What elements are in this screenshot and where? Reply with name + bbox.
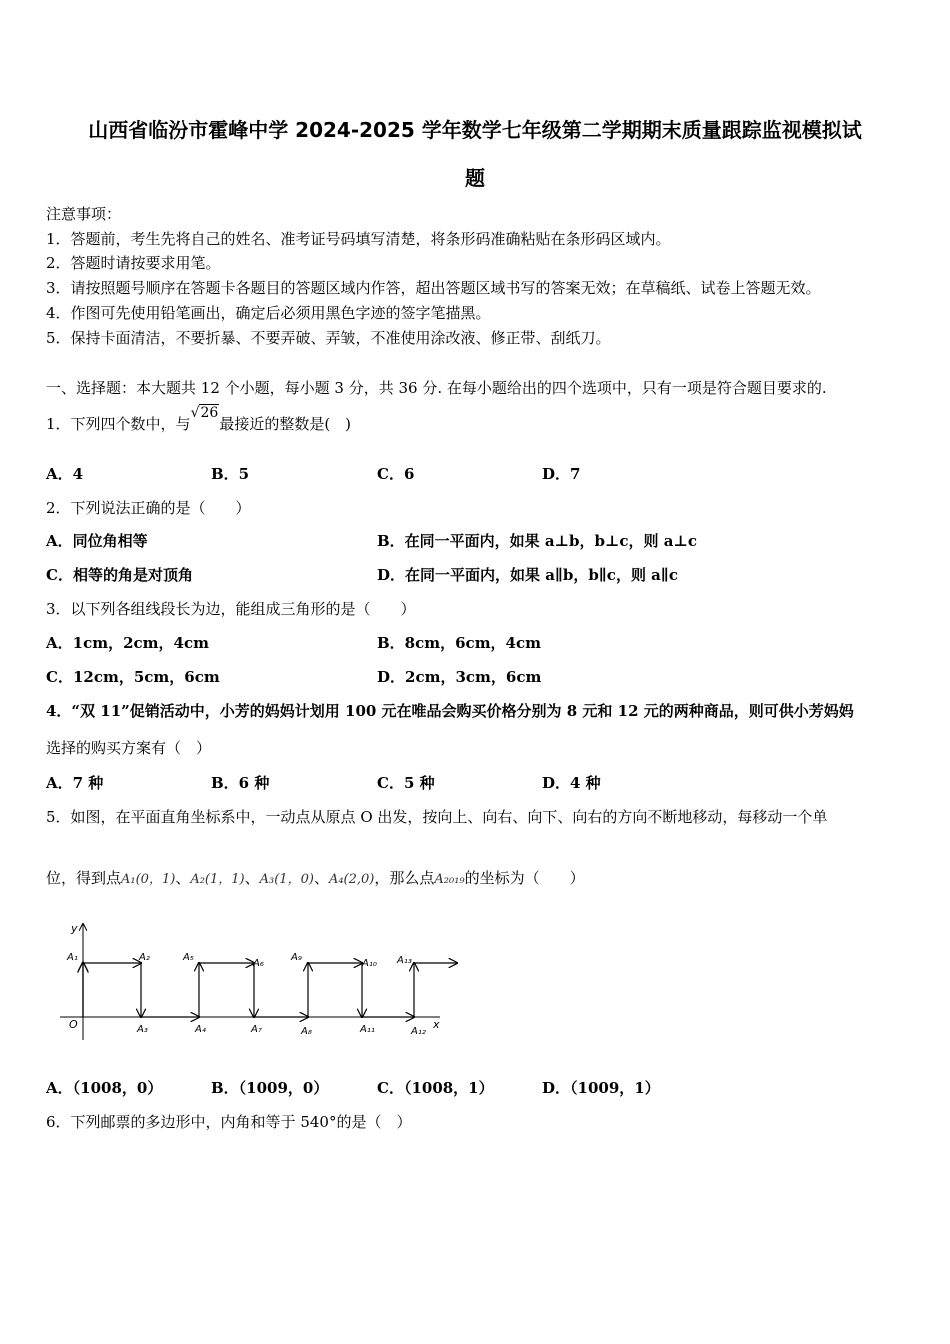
- note-item: 1．答题前，考生先将自己的姓名、准考证号码填写清楚，将条形码准确粘贴在条形码区域内。: [46, 230, 671, 248]
- origin-label: O: [69, 1018, 78, 1031]
- point-label: A₈: [301, 1026, 312, 1037]
- option-c[interactable]: C．6: [377, 465, 415, 483]
- section-heading: 一、选择题：本大题共 12 个小题，每小题 3 分，共 36 分. 在每小题给出的四个选项中，只有一项是符合题目要求的.: [46, 379, 827, 397]
- option-c[interactable]: C．（1008，1）: [377, 1079, 494, 1097]
- option-b[interactable]: B．5: [211, 465, 250, 483]
- coordinate-figure: [55, 918, 475, 1048]
- option-b[interactable]: B．在同一平面内，如果 a⊥b，b⊥c，则 a⊥c: [377, 532, 698, 550]
- point-label: A₂: [139, 952, 150, 963]
- option-a[interactable]: A．（1008，0）: [46, 1079, 163, 1097]
- option-b[interactable]: B．8cm，6cm，4cm: [377, 634, 542, 652]
- notes-header: 注意事项：: [46, 205, 122, 223]
- option-a[interactable]: A．同位角相等: [46, 532, 148, 550]
- option-c[interactable]: C．相等的角是对顶角: [46, 566, 193, 584]
- point-a2019: A₂₀₁₉: [434, 872, 465, 887]
- question-4-line-2: 选择的购买方案有（ ）: [46, 739, 212, 757]
- question-number: 1．: [46, 415, 71, 433]
- option-b[interactable]: B．6 种: [211, 774, 270, 792]
- note-item: 5．保持卡面清洁，不要折暴、不要弄破、弄皱，不准使用涂改液、修正带、刮纸刀。: [46, 329, 611, 347]
- option-a[interactable]: A．4: [46, 465, 84, 483]
- option-d[interactable]: D．2cm，3cm，6cm: [377, 668, 542, 686]
- question-2: 2．下列说法正确的是（ ）: [46, 499, 251, 517]
- question-4-line-1: 4．“双 11”促销活动中，小芳的妈妈计划用 100 元在唯品会购买价格分别为 8 元和 12 元的两种商品，则可供小芳妈妈: [46, 702, 854, 720]
- point-label: A₁₂: [411, 1026, 426, 1037]
- title-line-1: 山西省临汾市霍峰中学 2024-2025 学年数学七年级第二学期期末质量跟踪监视模拟试: [88, 118, 862, 142]
- option-a[interactable]: A．1cm，2cm，4cm: [46, 634, 209, 652]
- point-label: A₁₁: [360, 1024, 375, 1035]
- point-label: A₄: [195, 1024, 206, 1035]
- x-axis-label: x: [433, 1018, 440, 1031]
- y-axis-label: y: [71, 922, 78, 935]
- point-label: A₆: [253, 958, 264, 969]
- point-label: A₁: [67, 952, 78, 963]
- question-5-line-1: 5．如图，在平面直角坐标系中，一动点从原点 O 出发，按向上、向右、向下、向右的方向不断地移动，每移动一个单: [46, 808, 828, 826]
- option-c[interactable]: C．5 种: [377, 774, 435, 792]
- note-item: 3．请按照题号顺序在答题卡各题目的答题区域内作答，超出答题区域书写的答案无效；在草稿纸、试卷上答题无效。: [46, 279, 821, 297]
- point-label: A₅: [183, 952, 194, 963]
- point-a4: A₄(2,0): [328, 872, 375, 887]
- question-6: 6．下列邮票的多边形中，内角和等于 540°的是（ ）: [46, 1113, 412, 1131]
- point-label: A₁₃: [397, 955, 412, 966]
- question-text: 下列四个数中，与: [70, 415, 191, 433]
- option-c[interactable]: C．12cm，5cm，6cm: [46, 668, 220, 686]
- point-label: A₃: [137, 1024, 148, 1035]
- option-b[interactable]: B．（1009，0）: [211, 1079, 329, 1097]
- option-d[interactable]: D．在同一平面内，如果 a∥b，b∥c，则 a∥c: [377, 566, 678, 584]
- question-3: 3．以下列各组线段长为边，能组成三角形的是（ ）: [46, 600, 416, 618]
- point-a2: A₂(1，1): [190, 872, 245, 887]
- point-label: A₁₀: [362, 958, 377, 969]
- option-d[interactable]: D．（1009，1）: [542, 1079, 660, 1097]
- sqrt-expression: √26: [190, 405, 219, 421]
- point-label: A₇: [251, 1024, 262, 1035]
- point-label: A₉: [291, 952, 302, 963]
- note-item: 4．作图可先使用铅笔画出，确定后必须用黑色字迹的签字笔描黑。: [46, 304, 491, 322]
- point-a1: A₁(0，1): [121, 872, 176, 887]
- title-line-2: 题: [465, 166, 485, 190]
- option-d[interactable]: D．4 种: [542, 774, 601, 792]
- question-5-line-2: 位，得到点A₁(0，1)、A₂(1，1)、A₃(1，0)、A₄(2,0)，那么点A₂₀₁₉的坐标为（ ）: [46, 869, 585, 887]
- point-a3: A₃(1，0): [259, 872, 314, 887]
- option-d[interactable]: D．7: [542, 465, 581, 483]
- note-item: 2．答题时请按要求用笔。: [46, 254, 221, 272]
- option-a[interactable]: A．7 种: [46, 774, 104, 792]
- question-text: 最接近的整数是( ): [219, 415, 352, 433]
- question-1: [46, 405, 352, 434]
